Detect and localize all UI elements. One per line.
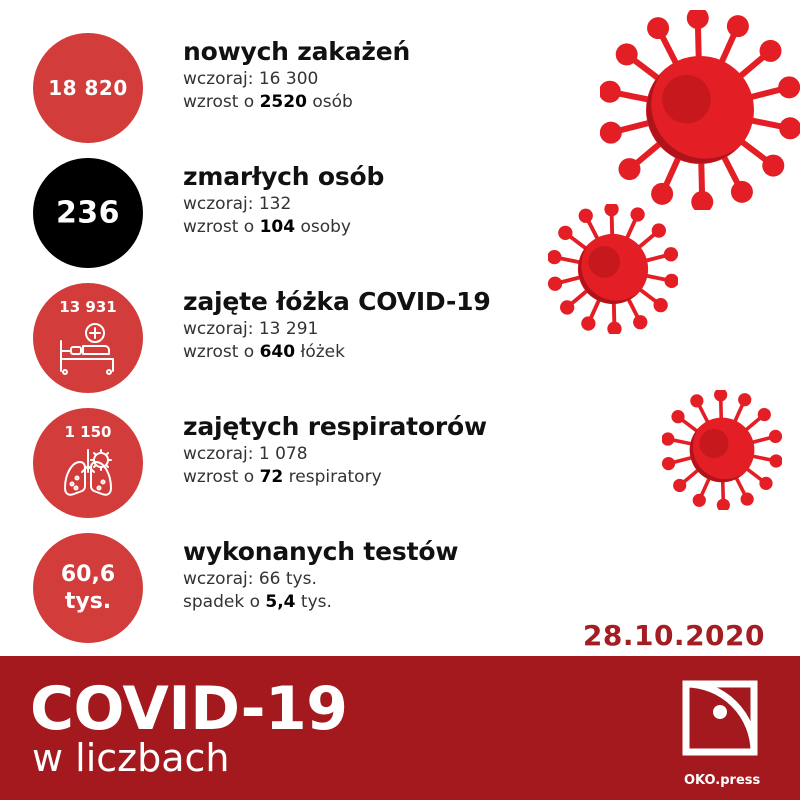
stat-yesterday bbox=[183, 69, 410, 89]
oko-logo-icon bbox=[670, 668, 770, 768]
stat-title: zajętych respiratorów bbox=[183, 412, 487, 441]
footer-banner bbox=[0, 656, 800, 800]
stat-new-infections bbox=[33, 33, 633, 143]
change-word: wzrost o bbox=[183, 92, 255, 112]
stat-yesterday bbox=[183, 319, 491, 339]
stat-circle bbox=[33, 158, 143, 268]
change-word: wzrost o bbox=[183, 217, 255, 237]
stat-change bbox=[183, 217, 384, 237]
change-unit: osoby bbox=[300, 217, 351, 237]
stat-text bbox=[183, 162, 384, 237]
footer-title: COVID-19 bbox=[30, 674, 348, 744]
change-unit: osób bbox=[312, 92, 353, 112]
change-value: 72 bbox=[259, 467, 284, 487]
yesterday-value: 16 300 bbox=[258, 69, 319, 89]
stat-change bbox=[183, 342, 491, 362]
change-unit: respiratory bbox=[288, 467, 382, 487]
change-value: 104 bbox=[259, 217, 296, 237]
yesterday-value: 132 bbox=[258, 194, 292, 214]
yesterday-label: wczoraj: bbox=[183, 194, 254, 214]
stat-value: 1 150 bbox=[64, 423, 112, 441]
lungs-icon bbox=[59, 444, 117, 502]
stat-covid-beds bbox=[33, 283, 633, 393]
stat-title: nowych zakażeń bbox=[183, 37, 411, 66]
stat-value: 236 bbox=[55, 195, 121, 231]
yesterday-label: wczoraj: bbox=[183, 444, 254, 464]
stat-value bbox=[33, 561, 143, 615]
change-word: wzrost o bbox=[183, 467, 255, 487]
brand-name: OKO.press bbox=[684, 773, 761, 788]
yesterday-value: 66 tys. bbox=[258, 569, 317, 589]
yesterday-label: wczoraj: bbox=[183, 69, 254, 89]
stat-value-line1: 60,6 bbox=[60, 562, 116, 587]
stat-circle bbox=[33, 283, 143, 393]
stat-yesterday bbox=[183, 194, 384, 214]
stat-change bbox=[183, 592, 458, 612]
stat-tests bbox=[33, 533, 633, 643]
report-date: 28.10.2020 bbox=[582, 619, 765, 652]
stat-title: zmarłych osób bbox=[183, 162, 385, 191]
stat-value-line2: tys. bbox=[64, 589, 112, 614]
virus-icon bbox=[600, 10, 800, 210]
stat-value: 18 820 bbox=[48, 76, 128, 100]
change-unit: tys. bbox=[300, 592, 332, 612]
stat-yesterday bbox=[183, 444, 487, 464]
stat-title: zajęte łóżka COVID-19 bbox=[183, 287, 491, 316]
stat-change bbox=[183, 467, 487, 487]
stat-yesterday bbox=[183, 569, 458, 589]
change-value: 2520 bbox=[259, 92, 307, 112]
yesterday-value: 1 078 bbox=[258, 444, 308, 464]
yesterday-label: wczoraj: bbox=[183, 569, 254, 589]
stat-text bbox=[183, 412, 487, 487]
stat-circle bbox=[33, 408, 143, 518]
change-value: 5,4 bbox=[265, 592, 296, 612]
stat-text bbox=[183, 537, 458, 612]
yesterday-value: 13 291 bbox=[258, 319, 319, 339]
stat-ventilators bbox=[33, 408, 633, 518]
stat-title: wykonanych testów bbox=[183, 537, 459, 566]
stat-circle bbox=[33, 533, 143, 643]
yesterday-label: wczoraj: bbox=[183, 319, 254, 339]
stat-value: 13 931 bbox=[59, 298, 117, 316]
stat-deaths bbox=[33, 158, 633, 268]
virus-icon bbox=[662, 390, 782, 510]
stat-text bbox=[183, 287, 491, 362]
change-word: spadek o bbox=[183, 592, 260, 612]
change-unit: łóżek bbox=[300, 342, 345, 362]
footer-subtitle: w liczbach bbox=[32, 736, 230, 780]
hospital-bed-icon bbox=[57, 321, 119, 377]
oko-press-logo[interactable] bbox=[670, 668, 770, 788]
stat-text bbox=[183, 37, 410, 112]
stat-change bbox=[183, 92, 410, 112]
virus-icon bbox=[548, 204, 678, 334]
change-word: wzrost o bbox=[183, 342, 255, 362]
stat-circle bbox=[33, 33, 143, 143]
change-value: 640 bbox=[259, 342, 296, 362]
